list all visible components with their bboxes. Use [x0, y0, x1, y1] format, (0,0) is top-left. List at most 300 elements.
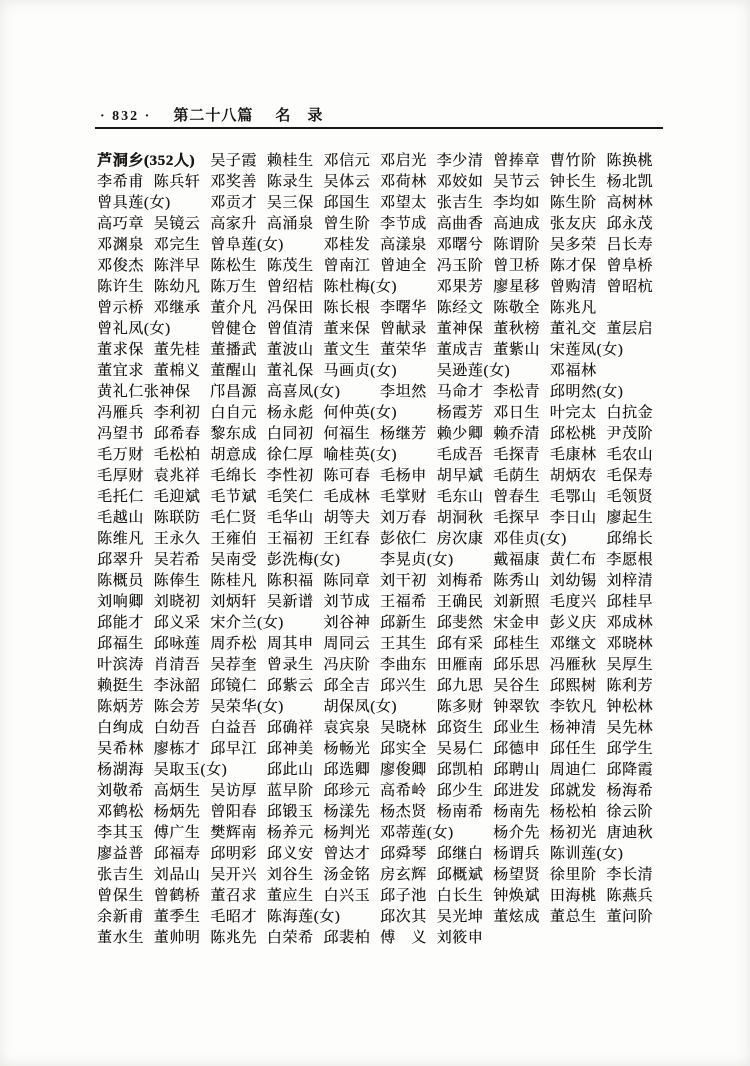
person-name: 李长清	[606, 867, 654, 883]
section-title: 名 录	[275, 108, 324, 124]
person-name: 刘炳轩	[210, 594, 257, 610]
table-row	[97, 863, 665, 884]
person-name: 董礼保	[266, 363, 314, 379]
person-name: 刘节成	[323, 594, 371, 610]
person-name: 杨畅光	[323, 741, 371, 757]
person-name: 黎东成	[210, 426, 257, 442]
person-name: 王永久	[153, 531, 201, 547]
person-name: 陈秀山	[493, 573, 540, 589]
person-name: 曾值清	[266, 321, 314, 337]
person-name: 杨霞芳	[436, 405, 484, 421]
person-name: 张吉生	[97, 867, 144, 883]
person-name: 周其申	[266, 636, 314, 652]
person-name: 吴南受	[210, 552, 257, 568]
person-name: 尹茂阶	[606, 426, 654, 442]
person-name: 李曲东	[379, 657, 427, 673]
person-name: 邱少生	[436, 783, 484, 799]
person-name: 吴荐奎	[210, 657, 257, 673]
person-name: 白长生	[436, 888, 484, 904]
table-row	[97, 275, 665, 296]
person-name: 邱全吉	[323, 678, 371, 694]
person-name: 毛昭才	[210, 909, 257, 925]
person-name: 曾鹤桥	[153, 888, 201, 904]
person-name: 傅 义	[379, 930, 427, 946]
person-name: 邱早江	[210, 741, 257, 757]
person-name: 李其玉	[97, 825, 144, 841]
person-name: 毛成林	[323, 489, 371, 505]
person-name: 邱桂生	[493, 636, 540, 652]
person-name: 董波山	[266, 342, 314, 358]
person-name: 邓继文	[549, 636, 597, 652]
person-name: 董季生	[153, 909, 201, 925]
person-name: 董礼交	[549, 321, 597, 337]
person-name: 李均如	[493, 195, 540, 211]
person-name: 袁兆祥	[153, 468, 201, 484]
person-name: 邓继承	[153, 300, 201, 316]
person-name: 董帅明	[153, 930, 201, 946]
person-name: 吴若希	[153, 552, 201, 568]
person-name: 邓完生	[153, 237, 201, 253]
person-name: 邱神美	[266, 741, 314, 757]
person-name: 毛康林	[549, 447, 597, 463]
table-row	[97, 548, 665, 569]
person-name: 李日山	[549, 510, 597, 526]
person-name: 马命才	[436, 384, 484, 400]
person-name: 毛华山	[266, 510, 314, 526]
person-name: 董问阶	[606, 909, 654, 925]
person-name: 邱聘山	[493, 762, 540, 778]
person-name: 李希甫	[97, 174, 144, 190]
person-name: 邱明彩	[210, 846, 257, 862]
person-name: 邱舜琴	[379, 846, 427, 862]
person-name: 徐仁厚	[266, 447, 314, 463]
person-name: 邓贡才	[210, 195, 257, 211]
person-name: 李愿根	[606, 552, 654, 568]
person-name: 杨继芳	[379, 426, 427, 442]
person-name: 邱概斌	[436, 867, 484, 883]
person-name: 邱有采	[436, 636, 484, 652]
table-row	[97, 632, 665, 653]
person-name: 李晃贞(女)	[379, 552, 454, 568]
person-name: 董神保	[436, 321, 484, 337]
person-name: 邱进发	[493, 783, 540, 799]
person-name: 杨介先	[493, 825, 540, 841]
person-name: 陈训莲(女)	[549, 846, 624, 862]
person-name: 董水生	[97, 930, 144, 946]
person-name: 邱乐思	[493, 657, 540, 673]
person-name: 白同初	[266, 426, 314, 442]
person-name: 高家升	[210, 216, 257, 232]
table-row	[97, 779, 665, 800]
person-name: 邱此山	[266, 762, 314, 778]
person-name: 毛厚财	[97, 468, 144, 484]
person-name: 董来保	[323, 321, 371, 337]
table-row	[97, 338, 665, 359]
person-name: 田海桃	[549, 888, 597, 904]
person-name: 陈联防	[153, 510, 201, 526]
person-name: 毛农山	[606, 447, 654, 463]
person-name: 吴三保	[266, 195, 314, 211]
chapter-title: 第二十八篇	[173, 108, 254, 124]
person-name: 白益吾	[210, 720, 257, 736]
person-name: 张吉生	[436, 195, 484, 211]
person-name: 邱任生	[549, 741, 597, 757]
person-name: 李节成	[379, 216, 427, 232]
person-name: 李少清	[436, 153, 484, 169]
person-name: 刘筱申	[436, 930, 484, 946]
person-name: 黄仁布	[549, 552, 597, 568]
person-name: 董求保	[97, 342, 144, 358]
person-name: 杨谓兵	[493, 846, 540, 862]
person-name: 毛迎斌	[153, 489, 201, 505]
person-name: 董文生	[323, 342, 371, 358]
person-name: 肖清吾	[153, 657, 201, 673]
person-name: 刘梓清	[606, 573, 654, 589]
person-name: 吴镜云	[153, 216, 201, 232]
person-name: 陈杜梅(女)	[323, 279, 397, 295]
person-name: 邱凯柏	[436, 762, 484, 778]
person-name: 邓信元	[323, 153, 371, 169]
person-name: 吴光坤	[436, 909, 484, 925]
person-name: 杨判光	[323, 825, 371, 841]
township-header: 芦洞乡(352人)	[97, 153, 195, 169]
person-name: 邓鹤松	[97, 804, 144, 820]
person-name: 钟翠钦	[493, 699, 540, 715]
person-name: 徐云阶	[606, 804, 654, 820]
person-name: 邱紫云	[266, 678, 314, 694]
person-name: 邱确祥	[266, 720, 314, 736]
person-name: 白兴玉	[323, 888, 371, 904]
person-name: 毛鄂山	[549, 489, 597, 505]
person-name: 邱绵长	[606, 531, 654, 547]
person-name: 吴谷生	[493, 678, 540, 694]
person-name: 曾购清	[549, 279, 597, 295]
person-name: 邝昌源	[210, 384, 257, 400]
person-name: 白幼吾	[153, 720, 201, 736]
person-name: 廖俊卿	[379, 762, 427, 778]
person-name: 李钦凡	[549, 699, 597, 715]
person-name: 吴开兴	[210, 867, 257, 883]
person-name: 邱明然(女)	[549, 384, 624, 400]
person-name: 陈万生	[210, 279, 257, 295]
person-name: 杨松柏	[549, 804, 597, 820]
person-name: 吴荣华(女)	[210, 699, 284, 715]
person-name: 曾献录	[379, 321, 427, 337]
person-name: 陈桂凡	[210, 573, 257, 589]
person-name: 刘晓初	[153, 594, 201, 610]
person-name: 何仲英(女)	[323, 405, 397, 421]
person-name: 陈换桃	[606, 153, 654, 169]
person-name: 邱次其	[379, 909, 427, 925]
person-name: 廖栋才	[153, 741, 201, 757]
table-row	[97, 359, 665, 380]
person-name: 曾阳春	[210, 804, 257, 820]
person-name: 周乔松	[210, 636, 257, 652]
person-name: 吴新谱	[266, 594, 314, 610]
person-name: 王福希	[379, 594, 427, 610]
person-name: 杨养元	[266, 825, 314, 841]
person-name: 董层启	[606, 321, 654, 337]
person-name: 廖星移	[493, 279, 540, 295]
person-name: 李曙华	[379, 300, 427, 316]
person-name: 李泳韶	[153, 678, 201, 694]
person-name: 陈多财	[436, 699, 484, 715]
person-name: 邱选卿	[323, 762, 371, 778]
person-name: 邱锻玉	[266, 804, 314, 820]
person-name: 毛越山	[97, 510, 144, 526]
person-name: 胡意成	[210, 447, 257, 463]
person-name: 吴先林	[606, 720, 654, 736]
person-name: 董先桂	[153, 342, 201, 358]
person-name: 曾健仓	[210, 321, 257, 337]
person-name: 宋介兰(女)	[210, 615, 284, 631]
person-name: 毛成吾	[436, 447, 484, 463]
person-name: 邓启光	[379, 153, 427, 169]
running-header	[100, 104, 323, 125]
person-name: 宋莲凤(女)	[549, 342, 624, 358]
person-name: 高巧章	[97, 216, 144, 232]
person-name: 周同云	[323, 636, 371, 652]
person-name: 邓蒂莲(女)	[379, 825, 454, 841]
person-name: 董醒山	[210, 363, 257, 379]
person-name: 吴厚生	[606, 657, 654, 673]
person-name: 邓荷林	[379, 174, 427, 190]
person-name: 袁宾泉	[323, 720, 371, 736]
person-name: 陈同章	[323, 573, 371, 589]
person-name: 杨望贤	[493, 867, 540, 883]
person-name: 邱永茂	[606, 216, 654, 232]
person-name: 董棉义	[153, 363, 201, 379]
person-name: 吴希林	[97, 741, 144, 757]
person-name: 吴多荣	[549, 237, 597, 253]
person-name: 陈维凡	[97, 531, 144, 547]
person-name: 陈松生	[210, 258, 257, 274]
person-name: 董秋榜	[493, 321, 540, 337]
person-name: 董炫成	[493, 909, 540, 925]
name-table	[97, 149, 665, 947]
person-name: 邱继白	[436, 846, 484, 862]
person-name: 毛探青	[493, 447, 540, 463]
table-row	[97, 884, 665, 905]
person-name: 邱资生	[436, 720, 484, 736]
person-name: 王其生	[379, 636, 427, 652]
person-name: 陈兆凡	[549, 300, 597, 316]
person-name: 毛托仁	[97, 489, 144, 505]
person-name: 毛领贤	[606, 489, 654, 505]
person-name: 马画贞(女)	[323, 363, 397, 379]
person-name: 毛万财	[97, 447, 144, 463]
person-name: 董介凡	[210, 300, 257, 316]
person-name: 董播武	[210, 342, 257, 358]
person-name: 彭义庆	[549, 615, 597, 631]
person-name: 陈燕兵	[606, 888, 654, 904]
table-row	[97, 170, 665, 191]
person-name: 吴子霞	[210, 153, 257, 169]
person-name: 王雍伯	[210, 531, 257, 547]
person-name: 毛荫生	[493, 468, 540, 484]
person-name: 胡保凤(女)	[323, 699, 397, 715]
person-name: 毛松柏	[153, 447, 201, 463]
person-name: 陈可春	[323, 468, 371, 484]
person-name: 邓成林	[606, 615, 654, 631]
person-name: 邱业生	[493, 720, 540, 736]
person-name: 董紫山	[493, 342, 540, 358]
person-name: 毛绵长	[210, 468, 257, 484]
table-row	[97, 821, 665, 842]
person-name: 邓福林	[549, 363, 597, 379]
person-name: 杨南先	[493, 804, 540, 820]
person-name: 冯雁秋	[549, 657, 597, 673]
person-name: 杨初光	[549, 825, 597, 841]
person-name: 刘幼锡	[549, 573, 597, 589]
person-name: 邱兴生	[379, 678, 427, 694]
person-name: 赖桂生	[266, 153, 314, 169]
person-name: 邱斐然	[436, 615, 484, 631]
table-row	[97, 191, 665, 212]
person-name: 钟焕斌	[493, 888, 540, 904]
table-row	[97, 716, 665, 737]
table-row	[97, 443, 665, 464]
person-name: 陈会芳	[153, 699, 201, 715]
table-row	[97, 422, 665, 443]
person-name: 赖少卿	[436, 426, 484, 442]
person-name: 高迪成	[493, 216, 540, 232]
person-name: 陈长根	[323, 300, 371, 316]
person-name: 白绚成	[97, 720, 144, 736]
person-name: 房次康	[436, 531, 484, 547]
person-name: 刘响卿	[97, 594, 144, 610]
person-name: 杨炳先	[153, 804, 201, 820]
header-rule-divider	[95, 127, 663, 129]
person-name: 赖挺生	[97, 678, 144, 694]
person-name: 毛笑仁	[266, 489, 314, 505]
table-row	[97, 296, 665, 317]
person-name: 杨南希	[436, 804, 484, 820]
person-name: 吴体云	[323, 174, 371, 190]
person-name: 余新甫	[97, 909, 144, 925]
table-row	[97, 569, 665, 590]
table-row	[97, 737, 665, 758]
person-name: 陈利芳	[606, 678, 654, 694]
person-name: 邱能才	[97, 615, 144, 631]
person-name: 李性初	[266, 468, 314, 484]
person-name: 高涌泉	[266, 216, 314, 232]
person-name: 陈谓阶	[493, 237, 540, 253]
person-name: 毛节斌	[210, 489, 257, 505]
person-name: 毛掌财	[379, 489, 427, 505]
table-row	[97, 464, 665, 485]
person-name: 邱咏莲	[153, 636, 201, 652]
person-name: 邱学生	[606, 741, 654, 757]
table-row	[97, 800, 665, 821]
person-name: 王福初	[266, 531, 314, 547]
person-name: 杨海希	[606, 783, 654, 799]
person-name: 陈炳芳	[97, 699, 144, 715]
person-name: 邓日生	[493, 405, 540, 421]
person-name: 曾春生	[493, 489, 540, 505]
table-row	[97, 758, 665, 779]
person-name: 冯雁兵	[97, 405, 144, 421]
person-name: 曾迪全	[379, 258, 427, 274]
table-row	[97, 212, 665, 233]
table-row	[97, 527, 665, 548]
person-name: 邱裴柏	[323, 930, 371, 946]
person-name: 董荣华	[379, 342, 427, 358]
person-name: 邱义采	[153, 615, 201, 631]
person-name: 曾示桥	[97, 300, 144, 316]
table-row	[97, 506, 665, 527]
person-name: 董总生	[549, 909, 597, 925]
person-name: 杨漾先	[323, 804, 371, 820]
person-name: 刘敬希	[97, 783, 144, 799]
table-row	[97, 380, 665, 401]
person-name: 高希岭	[379, 783, 427, 799]
table-row	[97, 590, 665, 611]
person-name: 邱珍元	[323, 783, 371, 799]
person-name: 高漾泉	[379, 237, 427, 253]
person-name: 毛度兴	[549, 594, 597, 610]
person-name: 刘谷生	[266, 867, 314, 883]
person-name: 戴福康	[493, 552, 540, 568]
person-name: 刘万春	[379, 510, 427, 526]
person-name: 陈俸生	[153, 573, 201, 589]
person-name: 曾录生	[266, 657, 314, 673]
person-name: 刘干初	[379, 573, 427, 589]
person-name: 叶滨涛	[97, 657, 144, 673]
person-name: 冯保田	[266, 300, 314, 316]
person-name: 邱降霞	[606, 762, 654, 778]
person-name: 邱镜仁	[210, 678, 257, 694]
person-name: 吴易仁	[436, 741, 484, 757]
person-name: 邓望太	[379, 195, 427, 211]
person-name: 董召求	[210, 888, 257, 904]
person-name: 陈积福	[266, 573, 314, 589]
person-name: 陈经文	[436, 300, 484, 316]
person-name: 毛保寿	[606, 468, 654, 484]
person-name: 白抗金	[606, 405, 654, 421]
person-name: 曾昭杭	[606, 279, 654, 295]
person-name: 邱实全	[379, 741, 427, 757]
person-name: 陈泮早	[153, 258, 201, 274]
person-name: 杨湖海	[97, 762, 144, 778]
person-name: 白自元	[210, 405, 257, 421]
person-name: 曾达才	[323, 846, 371, 862]
table-row	[97, 233, 665, 254]
person-name: 曾南江	[323, 258, 371, 274]
person-name: 毛杨申	[379, 468, 427, 484]
person-name: 陈许生	[97, 279, 144, 295]
person-name: 董宜求	[97, 363, 144, 379]
person-name: 邱松桃	[549, 426, 597, 442]
table-row	[97, 401, 665, 422]
person-name: 王红春	[323, 531, 371, 547]
table-row	[97, 674, 665, 695]
table-row	[97, 149, 665, 170]
person-name: 周迪仁	[549, 762, 597, 778]
person-name: 宋金申	[493, 615, 540, 631]
person-name: 董成吉	[436, 342, 484, 358]
person-name: 廖起生	[606, 510, 654, 526]
person-name: 曾保生	[97, 888, 144, 904]
person-name: 喻桂英(女)	[323, 447, 397, 463]
table-row	[97, 842, 665, 863]
person-name: 董应生	[266, 888, 314, 904]
person-name: 冯玉阶	[436, 258, 484, 274]
person-name: 邓曙兮	[436, 237, 484, 253]
person-name: 陈生阶	[549, 195, 597, 211]
person-name: 邓果芳	[436, 279, 484, 295]
person-name: 冯望书	[97, 426, 144, 442]
